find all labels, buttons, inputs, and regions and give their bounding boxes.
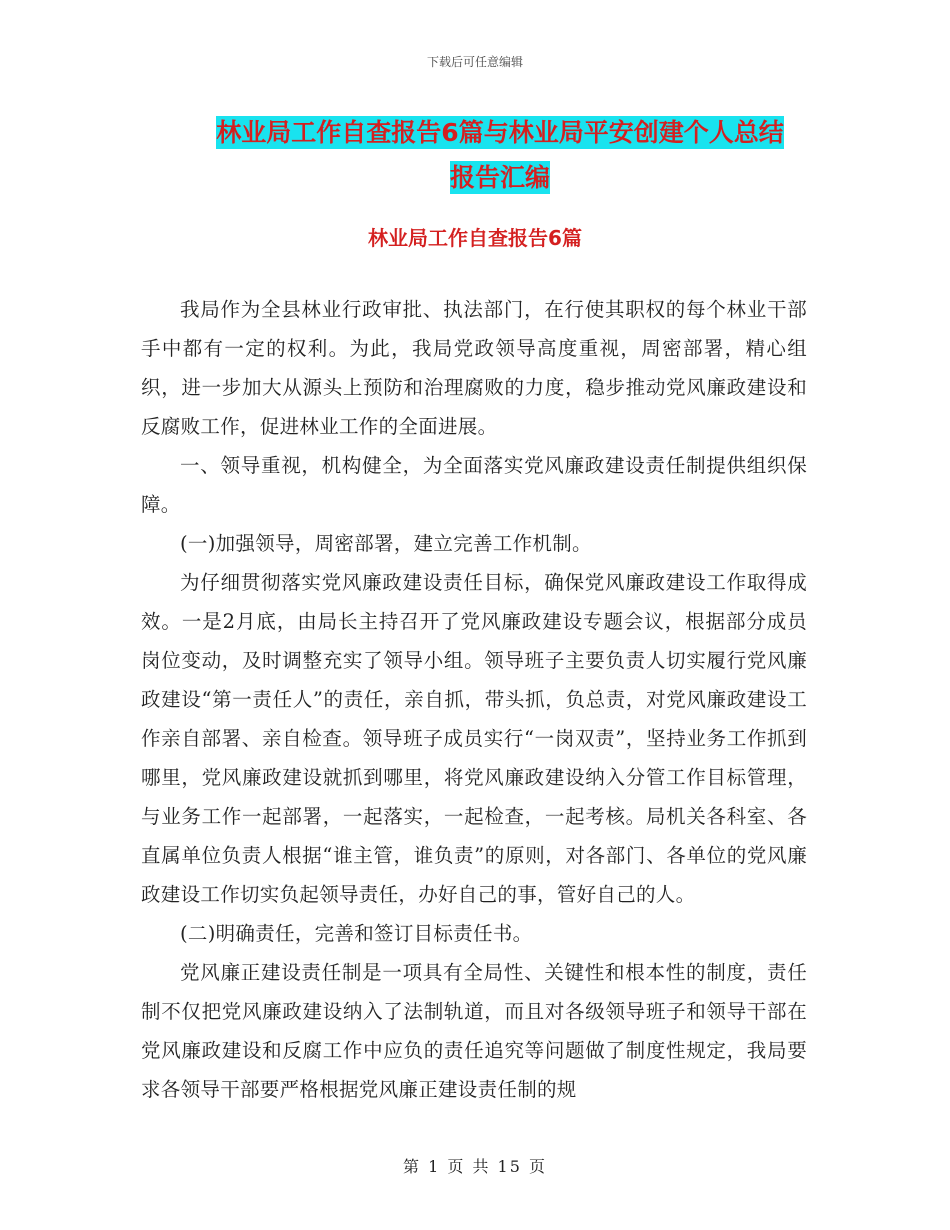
section-subtitle: 林业局工作自查报告6篇 <box>368 226 582 250</box>
paragraph: 为仔细贯彻落实党风廉政建设责任目标，确保党风廉政建设工作取得成效。一是2月底，由局长主持召开了党风廉政建设专题会议，根据部分成员岗位变动，及时调整充实了领导小组。领导班子主要负责人切实履行党风廉政建设“第一责任人”的责任，亲自抓，带头抓，负总责，对党风廉政建设工作亲自部署、亲自检查。领导班子成员实行“一岗双责”，坚持业务工作抓到哪里，党风廉政建设就抓到哪里，将党风廉政建设纳入分管工作目标管理，与业务工作一起部署，一起落实，一起检查，一起考核。局机关各科室、各直属单位负责人根据“谁主管，谁负责”的原则，对各部门、各单位的党风廉政建设工作切实负起领导责任，办好自己的事，管好自己的人。 <box>141 571 807 906</box>
title-line-1: 林业局工作自查报告6篇与林业局平安创建个人总结 <box>216 118 784 147</box>
title-line-2: 报告汇编 <box>449 163 550 192</box>
page-footer: 第 1 页 共 15 页 <box>403 1157 547 1176</box>
document-title <box>120 110 880 200</box>
paragraph: 党风廉正建设责任制是一项具有全局性、关键性和根本性的制度，责任制不仅把党风廉政建设纳入了法制轨道，而且对各级领导班子和领导干部在党风廉政建设和反腐工作中应负的责任追究等问题做了制度性规定，我局要求各领导干部要严格根据党风廉正建设责任制的规 <box>141 961 807 1101</box>
paragraph: 一、领导重视，机构健全，为全面落实党风廉政建设责任制提供组织保障。 <box>141 454 807 516</box>
paragraph: (二)明确责任，完善和签订目标责任书。 <box>180 922 533 945</box>
body-text <box>141 290 807 1109</box>
paragraph: (一)加强领导，周密部署，建立完善工作机制。 <box>180 532 592 555</box>
paragraph: 我局作为全县林业行政审批、执法部门，在行使其职权的每个林业干部手中都有一定的权利。为此，我局党政领导高度重视，周密部署，精心组织，进一步加大从源头上预防和治理腐败的力度，稳步推动党风廉政建设和反腐败工作，促进林业工作的全面进展。 <box>141 298 807 438</box>
page-header-note: 下载后可任意编辑 <box>426 55 523 69</box>
